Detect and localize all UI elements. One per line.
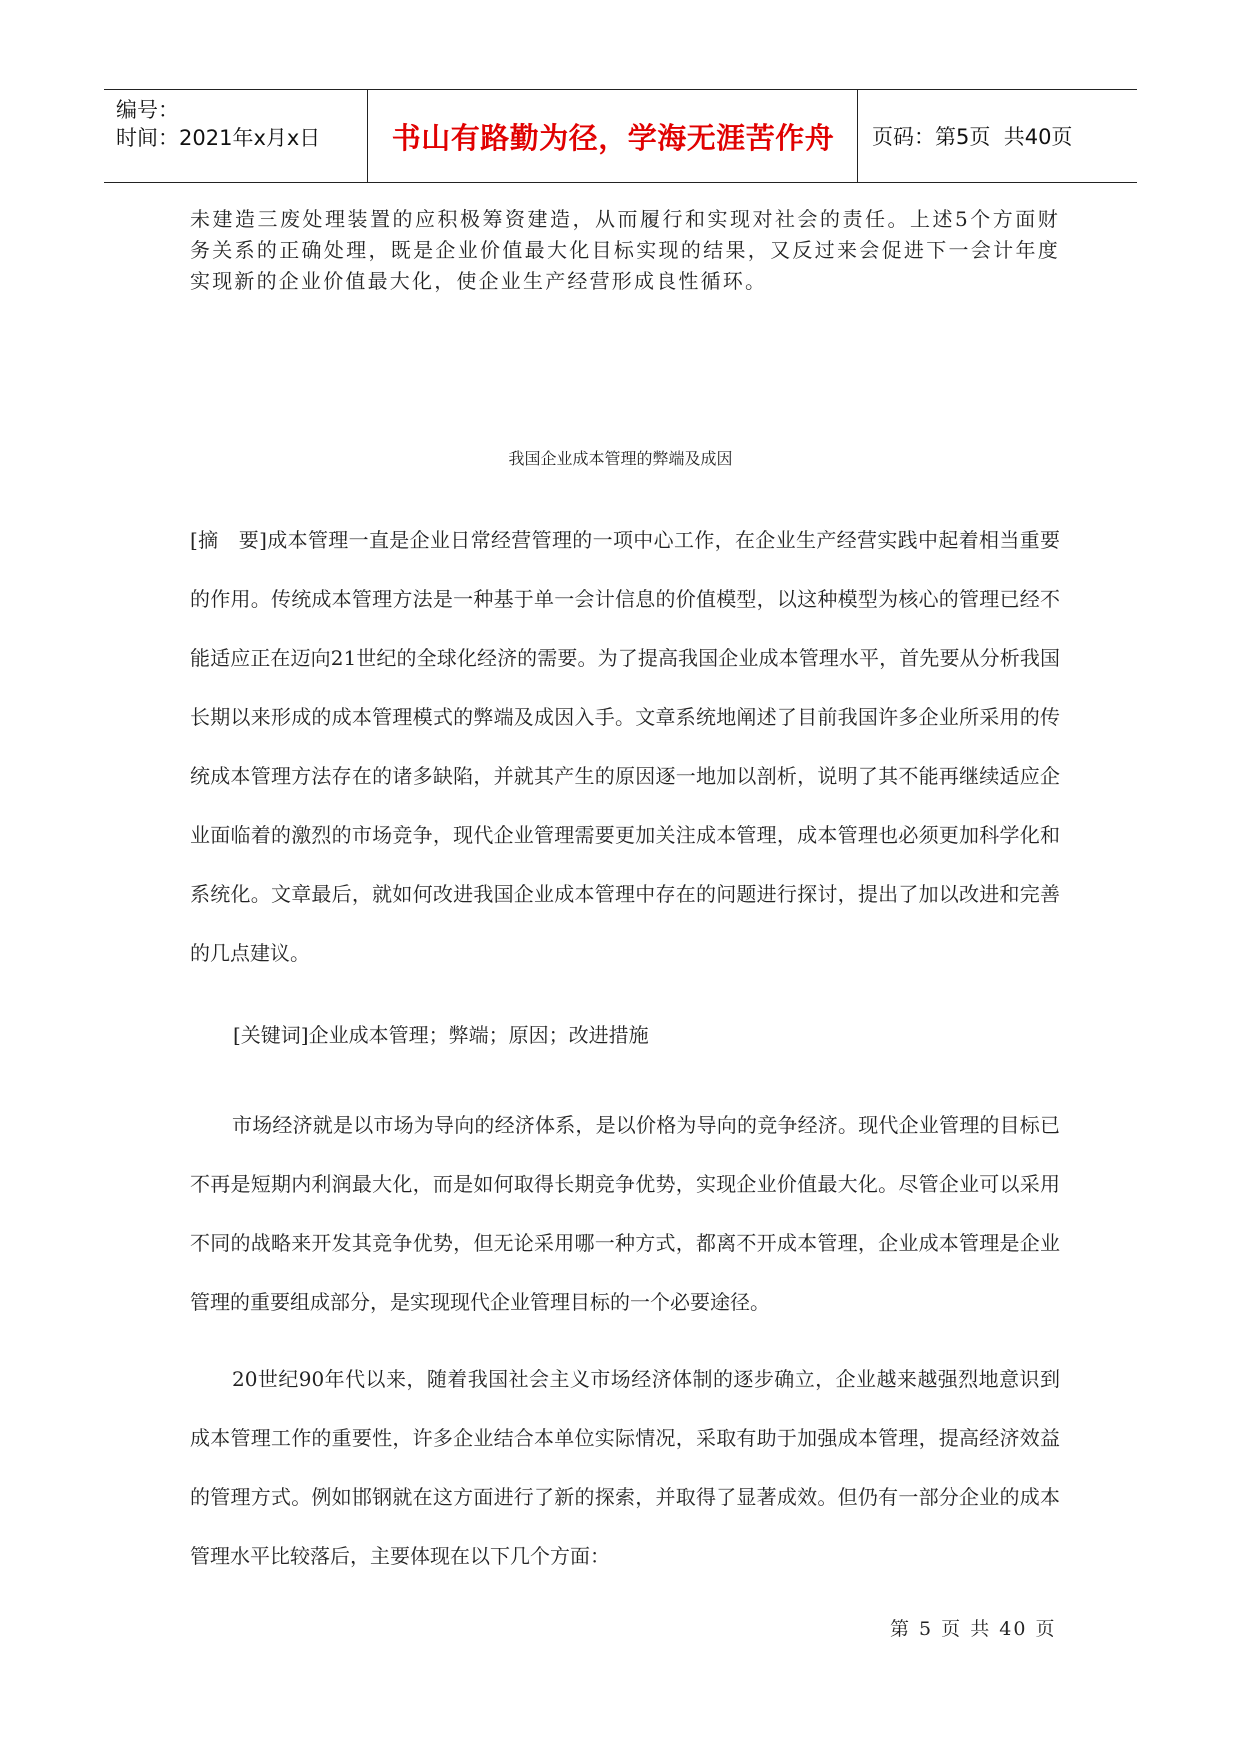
header-motto: 书山有路勤为径，学海无涯苦作舟: [391, 120, 835, 155]
body-paragraph: 20世纪90年代以来，随着我国社会主义市场经济体制的逐步确立，企业越来越强烈地意识到成本管理工作的重要性，许多企业结合本单位实际情况，采取有助于加强成本管理，提高经济效益的管理方式。例如邯钢就在这方面进行了新的探索，并取得了显著成效。但仍有一部分企业的成本管理水平比较落后，主要体现在以下几个方面：: [190, 1367, 1060, 1568]
header-info: [116, 92, 366, 180]
article-title: 我国企业成本管理的弊端及成因: [508, 449, 733, 468]
continued-paragraph: 未建造三废处理装置的应积极筹资建造，从而履行和实现对社会的责任。上述5个方面财务关系的正确处理，既是企业价值最大化目标实现的结果，又反过来会促进下一会计年度实现新的企业价值最大化，使企业生产经营形成良性循环。: [190, 207, 1060, 293]
keywords-line: [关键词]企业成本管理；弊端；原因；改进措施: [233, 1023, 649, 1047]
header-divider: [857, 90, 858, 182]
header-page-code: 页码：第5页 共40页: [872, 125, 1073, 149]
page-header: [104, 89, 1137, 183]
page-footer: 第 5 页 共 40 页: [890, 1618, 1057, 1640]
body-paragraph: 市场经济就是以市场为导向的经济体系，是以价格为导向的竞争经济。现代企业管理的目标已不再是短期内利润最大化，而是如何取得长期竞争优势，实现企业价值最大化。尽管企业可以采用不同的战略来开发其竞争优势，但无论采用哪一种方式，都离不开成本管理，企业成本管理是企业管理的重要组成部分，是实现现代企业管理目标的一个必要途径。: [190, 1113, 1060, 1314]
header-number-label: 编号：: [116, 98, 179, 122]
header-divider: [367, 90, 368, 182]
header-time-label: 时间：2021年x月x日: [116, 126, 321, 150]
abstract-paragraph: [摘 要]成本管理一直是企业日常经营管理的一项中心工作，在企业生产经营实践中起着相当重要的作用。传统成本管理方法是一种基于单一会计信息的价值模型，以这种模型为核心的管理已经不能适应正在迈向21世纪的全球化经济的需要。为了提高我国企业成本管理水平，首先要从分析我国长期以来形成的成本管理模式的弊端及成因入手。文章系统地阐述了目前我国许多企业所采用的传统成本管理方法存在的诸多缺陷，并就其产生的原因逐一地加以剖析，说明了其不能再继续适应企业面临着的激烈的市场竞争，现代企业管理需要更加关注成本管理，成本管理也必须更加科学化和系统化。文章最后，就如何改进我国企业成本管理中存在的问题进行探讨，提出了加以改进和完善的几点建议。: [190, 528, 1060, 965]
